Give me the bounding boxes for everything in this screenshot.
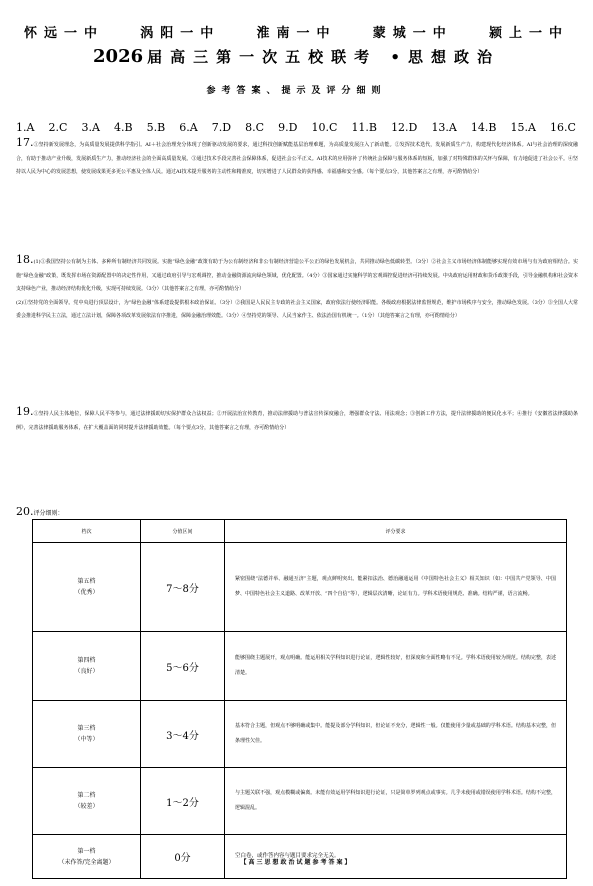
question-20-heading [16, 505, 64, 518]
requirement-cell: 基本符合主题，但观点不够明确或集中。能提及部分学科知识，但论证不充分，逻辑性一般。仅能使用少量或基础的学科术语。结构基本完整，但条理性欠佳。 [225, 701, 567, 768]
level-grade: （良好） [74, 668, 99, 675]
school-list [0, 22, 593, 41]
answer-item: 7.D [211, 121, 232, 134]
requirement-cell: 空白卷，或作答内容与题目要求完全无关。 [225, 835, 567, 879]
answer-item: 12.D [391, 121, 418, 134]
school-name: 淮南一中 [256, 26, 337, 41]
column-header: 档次 [33, 520, 141, 543]
level-name: 第五档 [77, 578, 96, 585]
answer-item: 16.C [550, 121, 576, 134]
score-cell: 5～6分 [141, 632, 225, 701]
school-name: 怀远一中 [24, 26, 105, 41]
answer-item: 15.A [510, 121, 536, 134]
scoring-label: 评分细则： [33, 510, 64, 517]
level-grade: （优秀） [74, 589, 99, 596]
requirement-cell: 能够围绕主题展开，观点明确。能运用相关学科知识进行论证，逻辑性较好，但深度和全面性略有不足。学科术语使用较为规范。结构完整，表述清楚。 [225, 632, 567, 701]
question-number: 19. [16, 405, 34, 418]
answer-item: 13.A [431, 121, 457, 134]
level-cell [33, 543, 141, 632]
question-17-answer [16, 136, 578, 180]
answer-item: 1.A [16, 121, 35, 134]
answer-item: 2.C [48, 121, 68, 134]
answer-item: 14.B [470, 121, 497, 134]
page-subtitle: 参考答案、提示及评分细则 [206, 86, 387, 96]
table-row [33, 768, 567, 835]
level-cell [33, 768, 141, 835]
column-header: 分值区间 [141, 520, 225, 543]
title-year: 2026 [93, 46, 144, 67]
requirement-cell: 与主题关联不强，观点模糊或偏离。未能有效运用学科知识进行论证，只是简单罗列观点或事实。几乎未使用或错误使用学科术语。结构不完整，逻辑混乱。 [225, 768, 567, 835]
score-cell: 3～4分 [141, 701, 225, 768]
question-18-answer [16, 253, 578, 324]
level-name: 第四档 [77, 657, 96, 664]
level-cell [33, 632, 141, 701]
level-name: 第一档 [77, 847, 96, 855]
school-name: 涡阳一中 [140, 26, 221, 41]
title-text: 届高三第一次五校联考 •思想政治 [147, 48, 500, 66]
answer-item: 3.A [81, 121, 100, 134]
page-footer: 【高三思想政治试题参考答案】 [240, 859, 353, 866]
question-19-answer [16, 405, 578, 435]
answer-item: 6.A [179, 121, 198, 134]
answer-text: ①坚持人民主体地位，保障人民平等参与，通过法律援助切实保护群众合法权益；②开展法治宣传教育，推动法律援助与普法宣传深度融合，增强群众守法、用法观念；③创新工作方法，提升法律援助的便民化水平；④推行《安徽省法律援助条例》，完善法律援助服务体系，在扩大覆盖面的同时提升法律援助效能。（每个要点3分，其他答案言之有理，亦可酌情给分） [16, 411, 578, 431]
school-name: 颍上一中 [488, 26, 569, 41]
answer-item: 4.B [113, 121, 133, 134]
table-header-row [33, 520, 567, 543]
score-cell: 7～8分 [141, 543, 225, 632]
requirement-cell: 紧密围绕“法德并举、融通互济”主题，观点鲜明突出。能紧扣法治、德治融通运用《中国特色社会主义》相关知识（如：中国共产党领导、中国梦、中国特色社会主义道路、改革开放、“四个自信”等），逻辑层次清晰，论证有力。学科术语使用规范、准确。结构严谨，语言流畅。 [225, 543, 567, 632]
level-name: 第二档 [77, 792, 96, 799]
level-cell [33, 701, 141, 768]
question-number: 18. [16, 253, 34, 266]
score-cell: 1～2分 [141, 768, 225, 835]
table-row [33, 632, 567, 701]
question-number: 20. [16, 505, 34, 518]
level-grade: （较差） [74, 803, 99, 810]
answer-text: ①坚持新发展理念，为高质量发展提供科学指引。AI＋社会治理充分体现了创新驱动发展的要求，通过科技创新赋能基层治理难题，为高质量发展注入了新动能。②发挥技术迭代，发展新质生产力，构建现代化经济体系。AI与社会治理的深度融合，有助于推动产业升级，发展新质生产力，推动经济社会的全面高质量发展。③通过技术手段完善社会保障体系，促进社会公平正义。AI技术的应用弥补了传统社会保障与服务体系的短板，加强了对特殊群体的关怀与保障，有力地促进了社会公平。④坚持以人民为中心的发展思想，使发展成果更多更公平惠及全体人民。通过AI技术提升服务的主动性和精准度，切实增进了人民群众的获得感、幸福感和安全感。（每个要点3分，其他答案言之有理，亦可酌情给分） [16, 142, 578, 176]
question-number: 17. [16, 136, 34, 149]
answer-item: 8.C [245, 121, 265, 134]
answer-text-part1: (1)①我国坚持公有制为主体、多种所有制经济共同发展。实施“绿色金融”政策有助于为公有制经济和非公有制经济营造公平公正的绿色发展机会，共同推动绿色低碳转型。（3分）②社会主义市场经济体制能够实现有效市场与有为政府相结合。实施“绿色金融”政策，既发挥市场在资源配置中的决定性作用，又通过政府引导与宏观调控，推动金融资源流向绿色领域，优化配置。（4分）③国家通过实施科学的宏观调控促进经济可持续发展。中央政府运用财政和货币政策手段，引导金融机构和社会资本支持绿色产业，推动经济结构优化升级，实现可持续发展。（3分）（其他答案言之有理，亦可酌情给分） [16, 259, 578, 293]
scoring-rubric-table [32, 519, 567, 879]
answer-item: 5.B [146, 121, 166, 134]
level-grade: （未作答/完全离题） [58, 858, 115, 866]
choice-answers [16, 121, 576, 134]
answer-text-part2: (2)①坚持党的全面领导。党中央进行顶层设计，为“绿色金融”体系建设提供根本政治保证。（3分）②我国是人民民主专政的社会主义国家，政府依法行使经济职能。各级政府根据法律监督规范，维护市场秩序与安全，推动绿色发展。（3分）③全国人大常委会推进科学民主立法，通过立法计划，保障各项改革发展依法有序推进，保障金融治理效能。（3分）④坚持党的领导、人民当家作主、依法治国有机统一。（1分）（其他答案言之有理，亦可酌情给分） [16, 299, 578, 320]
answer-item: 11.B [351, 121, 378, 134]
table-row [33, 543, 567, 632]
answer-item: 9.D [278, 121, 298, 134]
score-cell: 0分 [141, 835, 225, 879]
column-header: 评分要求 [225, 520, 567, 543]
page-title [0, 46, 593, 67]
level-grade: （中等） [74, 736, 99, 743]
table-row [33, 701, 567, 768]
level-name: 第三档 [77, 725, 96, 732]
answer-item: 10.C [311, 121, 338, 134]
school-name: 蒙城一中 [372, 26, 453, 41]
